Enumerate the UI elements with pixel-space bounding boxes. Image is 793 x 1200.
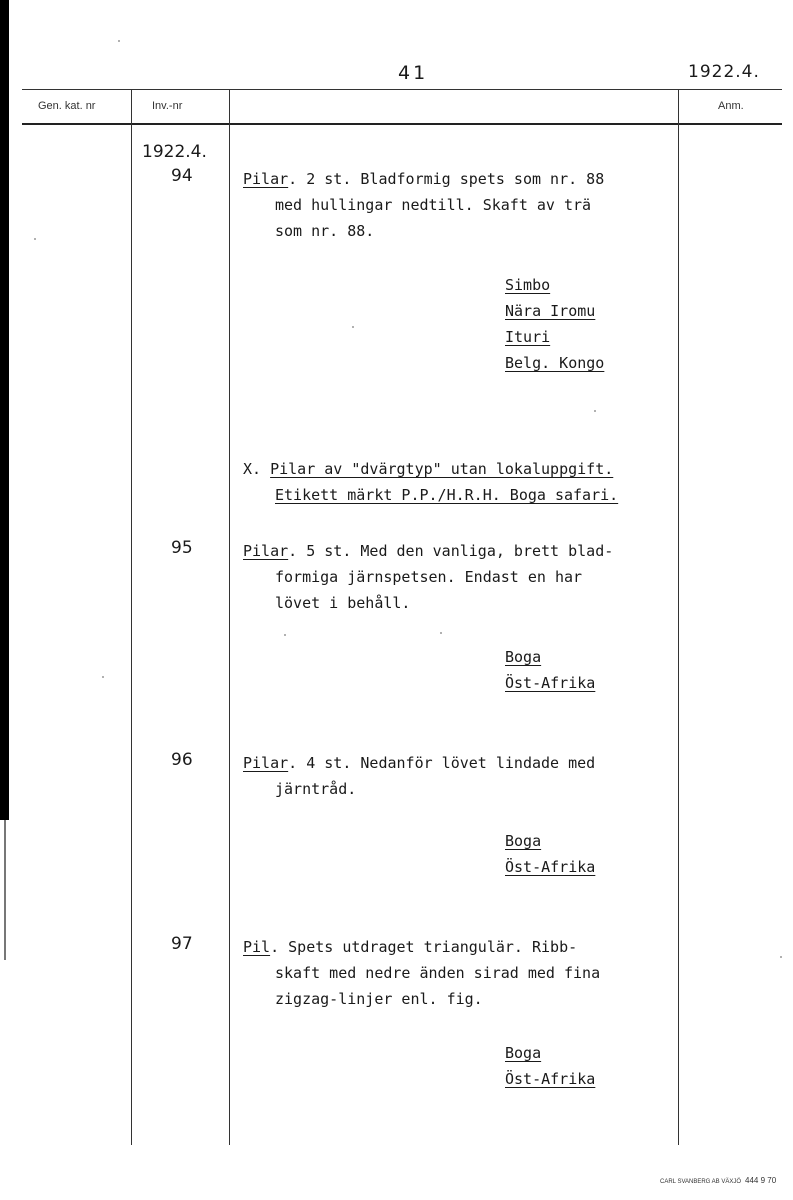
entry-line-rest: . 2 st. Bladformig spets som nr. 88 (288, 170, 605, 188)
locality-line: Boga (505, 832, 542, 850)
header-bottom-rule (22, 123, 782, 125)
left-margin-bar (0, 0, 9, 820)
form-code: 444 9 70 (745, 1176, 777, 1185)
locality-line: Boga (505, 648, 542, 666)
scan-speck (284, 634, 286, 636)
scan-speck (352, 326, 354, 328)
note-line: Etikett märkt P.P./H.R.H. Boga safari. (275, 486, 619, 504)
scan-speck (118, 40, 120, 42)
scan-speck (440, 632, 442, 634)
inventory-number: 94 (171, 166, 193, 186)
locality-line: Nära Iromu (505, 302, 596, 320)
column-divider-1 (131, 90, 132, 1145)
entry-line (243, 166, 604, 192)
column-divider-3 (678, 90, 679, 1145)
entry-title: Pil (243, 938, 271, 956)
printer-mark (660, 1176, 776, 1185)
header-date: 1922.4. (688, 62, 760, 82)
locality-line: Boga (505, 1044, 542, 1062)
column-divider-2 (229, 90, 230, 1145)
inventory-number: 95 (171, 538, 193, 558)
note-line (243, 456, 613, 482)
entry-title: Pilar (243, 170, 289, 188)
locality-line: Simbo (505, 276, 551, 294)
column-header-gen-kat: Gen. kat. nr (38, 100, 96, 112)
page-number: 41 (398, 62, 429, 84)
column-header-inv: Inv.-nr (152, 100, 183, 112)
locality-line: Öst-Afrika (505, 1070, 596, 1088)
locality-line: Ituri (505, 328, 551, 346)
locality-line: Öst-Afrika (505, 858, 596, 876)
column-header-anm: Anm. (718, 100, 744, 112)
locality-line: Belg. Kongo (505, 354, 605, 372)
entry-line: järntråd. (275, 780, 357, 798)
entry-line: zigzag-linjer enl. fig. (275, 990, 483, 1008)
entry-line (243, 934, 577, 960)
scan-speck (34, 238, 36, 240)
note-marker: X. (243, 460, 271, 478)
header-top-rule (22, 89, 782, 90)
printer-name: CARL SVANBERG AB VÄXJÖ (660, 1179, 742, 1185)
inventory-number: 96 (171, 750, 193, 770)
entry-line: skaft med nedre änden sirad med fina (275, 964, 601, 982)
note-text: Pilar av "dvärgtyp" utan lokaluppgift. (270, 460, 614, 478)
entry-line: som nr. 88. (275, 222, 375, 240)
entry-line: formiga järnspetsen. Endast en har (275, 568, 583, 586)
entry-line-rest: . 4 st. Nedanför lövet lindade med (288, 754, 596, 772)
left-margin-bar-lower (4, 820, 6, 960)
entry-line: lövet i behåll. (275, 594, 411, 612)
entry-line-rest: . 5 st. Med den vanliga, brett blad- (288, 542, 614, 560)
scan-speck (102, 676, 104, 678)
scan-speck (594, 410, 596, 412)
entry-line: med hullingar nedtill. Skaft av trä (275, 196, 592, 214)
entry-title: Pilar (243, 754, 289, 772)
entry-line (243, 538, 613, 564)
entry-line (243, 750, 595, 776)
locality-line: Öst-Afrika (505, 674, 596, 692)
entry-title: Pilar (243, 542, 289, 560)
section-date: 1922.4. (142, 142, 207, 162)
inventory-number: 97 (171, 934, 193, 954)
entry-line-rest: . Spets utdraget triangulär. Ribb- (270, 938, 578, 956)
scan-speck (780, 956, 782, 958)
